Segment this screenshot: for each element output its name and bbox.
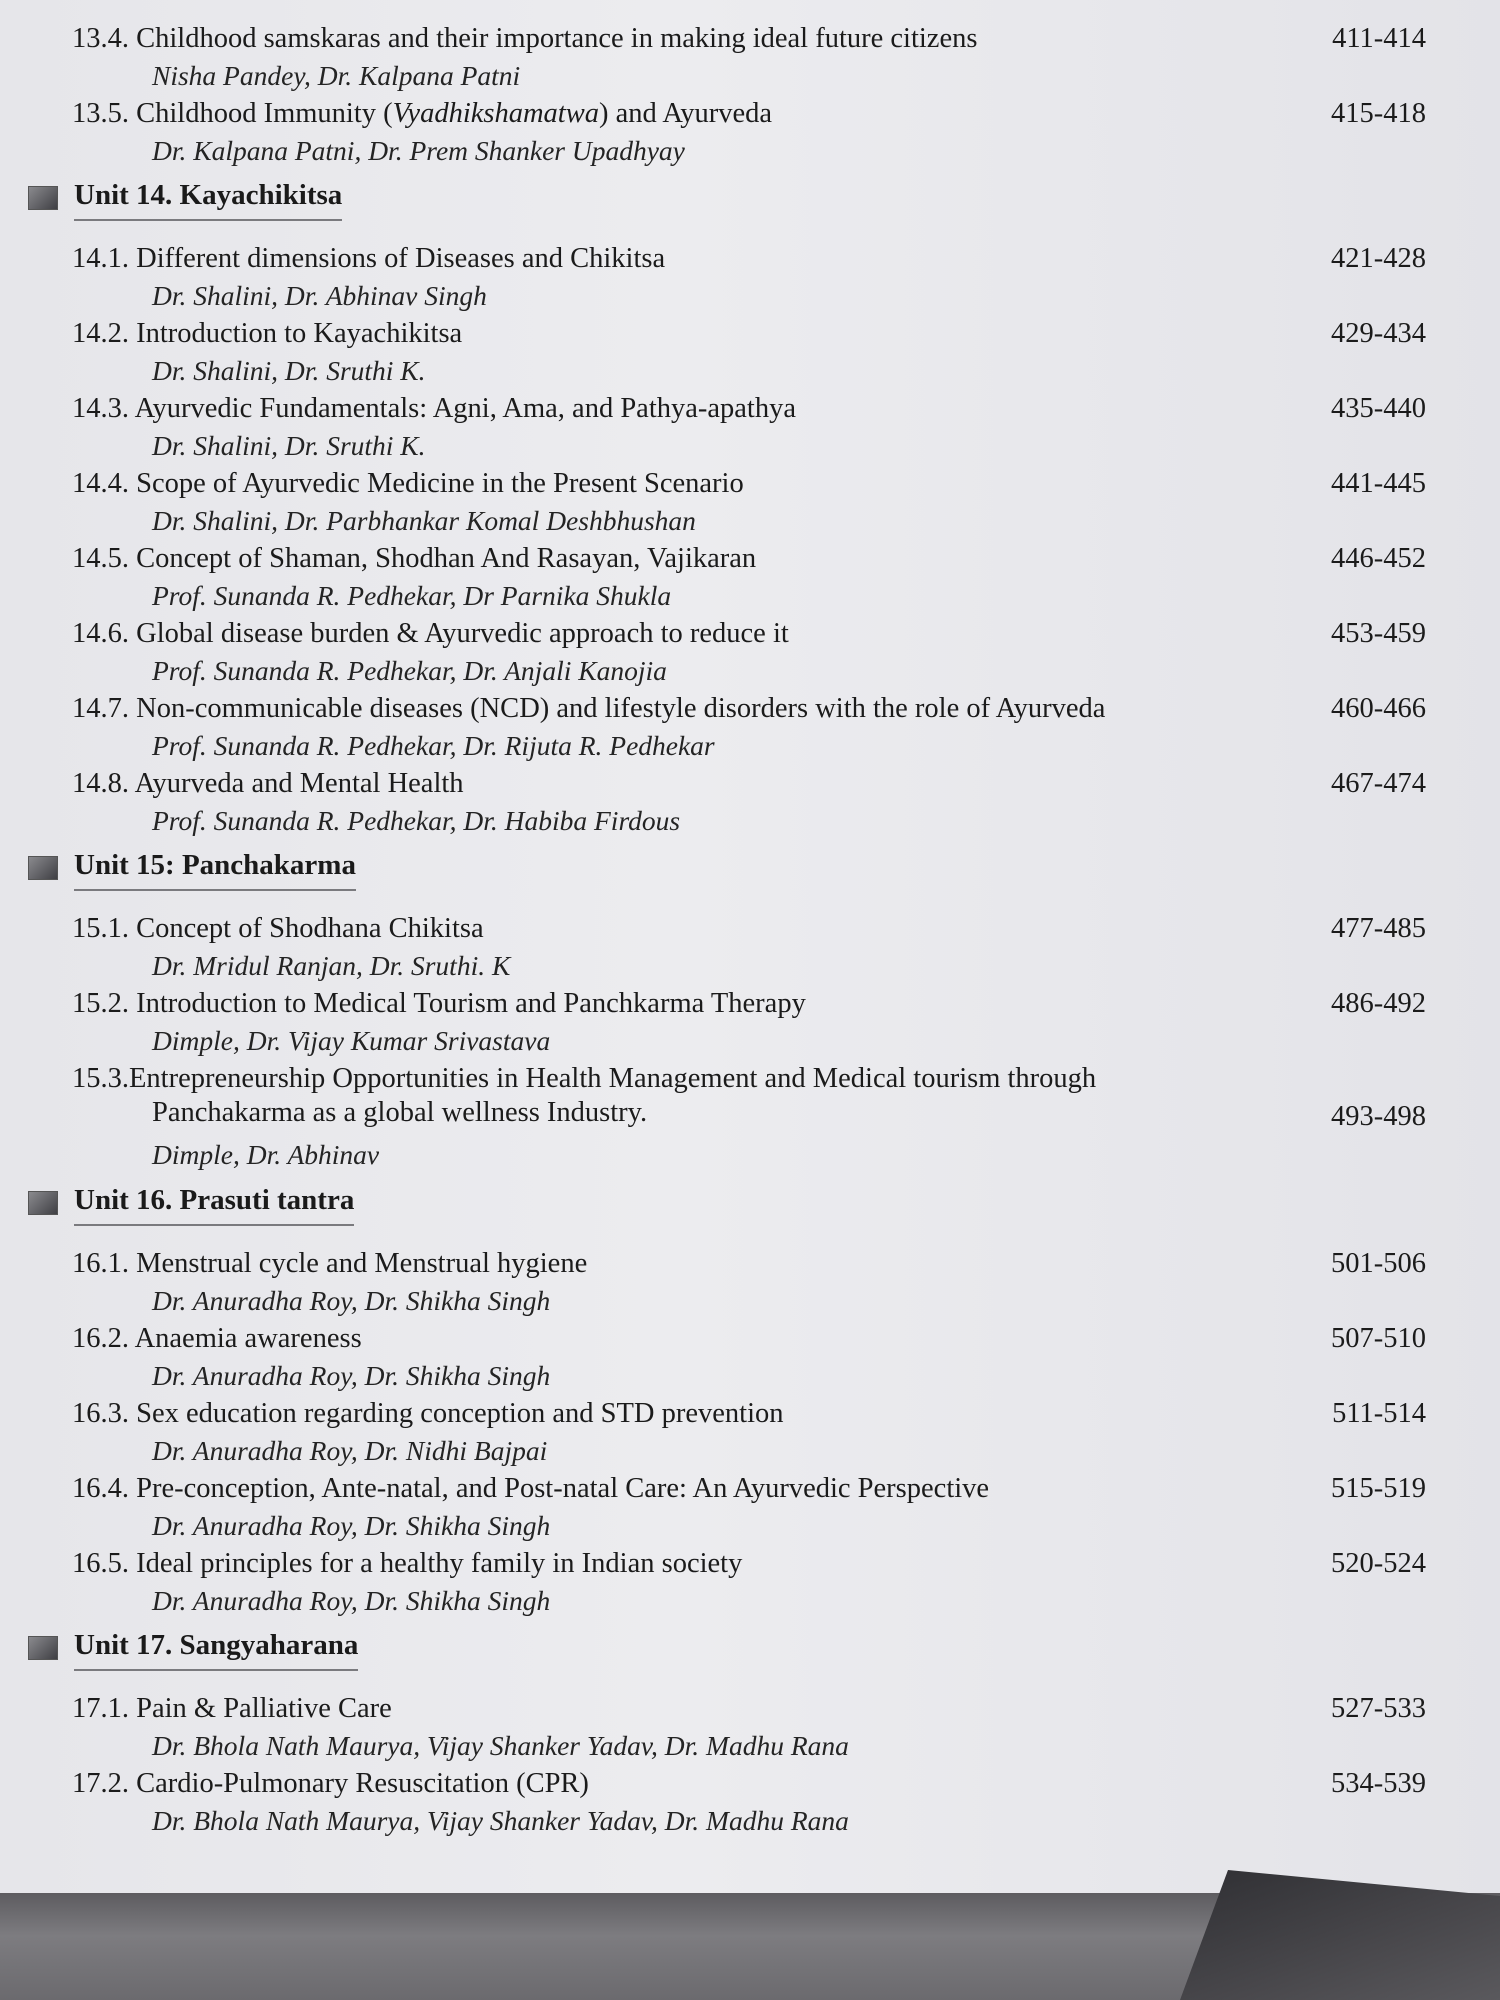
toc-entry-17-2: 17.2. Cardio-Pulmonary Resuscitation (CPR) 534-539 Dr. Bhola Nath Maurya, Vijay Shanker Yadav, Dr. Madhu Rana	[72, 1768, 1426, 1836]
toc-entry-16-1: 16.1. Menstrual cycle and Menstrual hygiene 501-506 Dr. Anuradha Roy, Dr. Shikha Singh	[72, 1248, 1426, 1316]
toc-entry-15-2: 15.2. Introduction to Medical Tourism and Panchkarma Therapy 486-492 Dimple, Dr. Vijay Kumar Srivastava	[72, 988, 1426, 1056]
toc-entry-13-5	[72, 97, 1426, 172]
toc-entry-15-3: 15.3.Entrepreneurship Opportunities in Health Management and Medical tourism through Panchakarma as a global wellness Industry. 493-498 Dimple, Dr. Abhinav	[72, 1063, 1426, 1170]
toc-entry-14-3: 14.3. Ayurvedic Fundamentals: Agni, Ama, and Pathya-apathya 435-440 Dr. Shalini, Dr. Sruthi K.	[72, 393, 1426, 461]
entry-pages: 411-414	[1332, 23, 1426, 54]
toc-entry-15-1: 15.1. Concept of Shodhana Chikitsa 477-485 Dr. Mridul Ranjan, Dr. Sruthi. K	[72, 913, 1426, 981]
unit-title: Unit 17. Sangyaharana	[74, 1628, 358, 1671]
toc-entry-16-4: 16.4. Pre-conception, Ante-natal, and Post-natal Care: An Ayurvedic Perspective 515-519 Dr. Anuradha Roy, Dr. Shikha Singh	[72, 1473, 1426, 1541]
toc-entry-17-1: 17.1. Pain & Palliative Care 527-533 Dr. Bhola Nath Maurya, Vijay Shanker Yadav, Dr. Madhu Rana	[72, 1693, 1426, 1761]
unit-heading-16	[28, 1183, 1500, 1247]
entry-authors: Dr. Kalpana Patni, Dr. Prem Shanker Upadhyay	[152, 135, 685, 166]
toc-entry-14-6: 14.6. Global disease burden & Ayurvedic approach to reduce it 453-459 Prof. Sunanda R. Pedhekar, Dr. Anjali Kanojia	[72, 618, 1426, 686]
toc-entry-14-5: 14.5. Concept of Shaman, Shodhan And Rasayan, Vajikaran 446-452 Prof. Sunanda R. Pedhekar, Dr Parnika Shukla	[72, 543, 1426, 611]
unit-title: Unit 15: Panchakarma	[74, 848, 356, 891]
toc-entry-13-4	[72, 22, 1426, 97]
entry-title: 13.4. Childhood samskaras and their importance in making ideal future citizens	[72, 23, 978, 54]
entry-pages: 415-418	[1331, 98, 1426, 129]
toc-entry-14-8: 14.8. Ayurveda and Mental Health 467-474 Prof. Sunanda R. Pedhekar, Dr. Habiba Firdous	[72, 768, 1426, 836]
toc-entry-14-4: 14.4. Scope of Ayurvedic Medicine in the Present Scenario 441-445 Dr. Shalini, Dr. Parbhankar Komal Deshbhushan	[72, 468, 1426, 536]
toc-entry-14-1: 14.1. Different dimensions of Diseases and Chikitsa 421-428 Dr. Shalini, Dr. Abhinav Singh	[72, 243, 1426, 311]
unit-heading-15	[28, 848, 1500, 912]
entry-title: 13.5. Childhood Immunity (Vyadhikshamatwa) and Ayurveda	[72, 98, 773, 129]
unit-bullet-icon	[28, 1636, 58, 1660]
unit-bullet-icon	[28, 186, 58, 210]
entry-authors: Nisha Pandey, Dr. Kalpana Patni	[152, 60, 521, 91]
toc-entry-14-7: 14.7. Non-communicable diseases (NCD) and lifestyle disorders with the role of Ayurveda 460-466 Prof. Sunanda R. Pedhekar, Dr. Rijuta R. Pedhekar	[72, 693, 1426, 761]
unit-heading-17	[28, 1628, 1500, 1692]
toc-entry-14-2: 14.2. Introduction to Kayachikitsa 429-434 Dr. Shalini, Dr. Sruthi K.	[72, 318, 1426, 386]
toc-entry-16-2: 16.2. Anaemia awareness 507-510 Dr. Anuradha Roy, Dr. Shikha Singh	[72, 1323, 1426, 1391]
toc-entry-16-3: 16.3. Sex education regarding conception and STD prevention 511-514 Dr. Anuradha Roy, Dr. Nidhi Bajpai	[72, 1398, 1426, 1466]
toc-entry-16-5: 16.5. Ideal principles for a healthy family in Indian society 520-524 Dr. Anuradha Roy, Dr. Shikha Singh	[72, 1548, 1426, 1616]
unit-bullet-icon	[28, 1191, 58, 1215]
unit-bullet-icon	[28, 856, 58, 880]
unit-heading-14	[28, 178, 1500, 242]
table-of-contents	[0, 22, 1500, 1842]
unit-title: Unit 16. Prasuti tantra	[74, 1183, 354, 1226]
unit-title: Unit 14. Kayachikitsa	[74, 178, 342, 221]
